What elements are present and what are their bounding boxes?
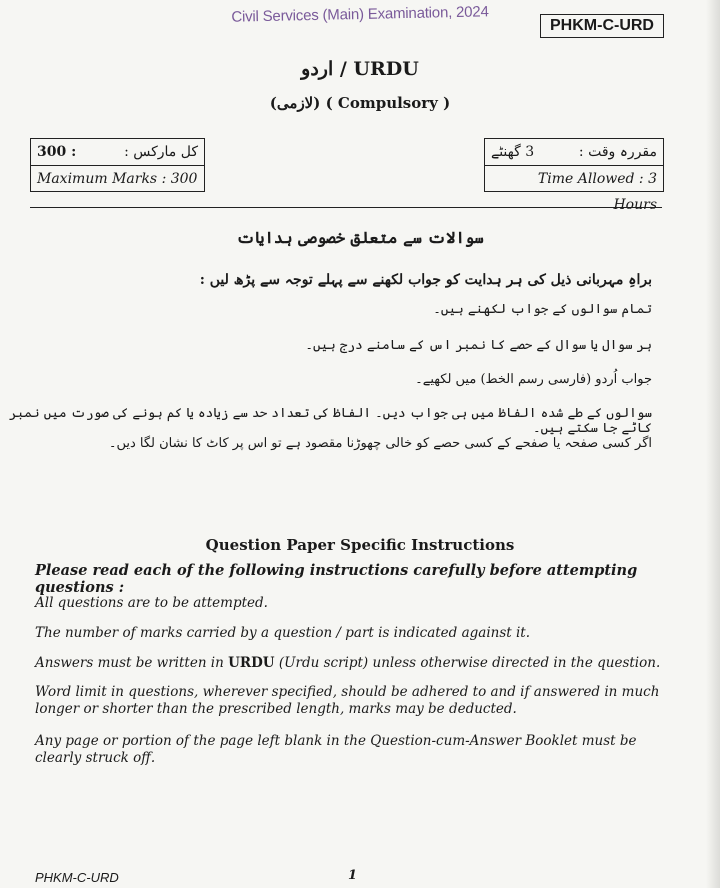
marks-urdu-label: کل مارکس : [124, 144, 198, 160]
horizontal-divider [30, 207, 662, 208]
exam-title: Civil Services (Main) Examination, 2024 [231, 3, 489, 26]
instruction-3-urdu-emphasis: URDU [228, 655, 275, 671]
marks-row-urdu [31, 139, 204, 166]
marks-value: 300 : [37, 144, 77, 160]
page-edge-shadow [706, 0, 720, 888]
time-allowed-box [484, 138, 664, 213]
english-instructions-intro: Please read each of the following instructions carefully before attempting questions : [35, 562, 638, 596]
marks-english: Maximum Marks : 300 [37, 171, 198, 187]
time-row-urdu [485, 139, 663, 166]
paper-code-box: PHKM-C-URD [540, 14, 664, 38]
compulsory-label: (لازمی) ( Compulsory ) [269, 94, 451, 112]
footer-paper-code: PHKM-C-URD [35, 870, 119, 885]
urdu-instruction-2: ہر سوال یا سوال کے حصے کا نمبر اس کے سامنے درج ہیں۔ [305, 338, 652, 353]
english-instructions-heading: Question Paper Specific Instructions [205, 536, 515, 554]
english-instruction-4: Word limit in questions, wherever specified, should be adhered to and if answered in much longer or shorter than the prescribed length, marks may be deducted. [35, 684, 660, 717]
english-instruction-1: All questions are to be attempted. [35, 595, 268, 611]
maximum-marks-box [30, 138, 205, 192]
instruction-3-post: (Urdu script) unless otherwise directed in the question. [274, 655, 661, 671]
english-instruction-5: Any page or portion of the page left blank in the Question-cum-Answer Booklet must be clearly struck off. [35, 733, 637, 766]
english-instruction-3 [35, 655, 675, 672]
time-urdu-label: مقررہ وقت : [578, 144, 657, 160]
urdu-instruction-4: سوالوں کے طے شدہ الفاظ میں ہی جواب دیں۔ الفاظ کی تعداد حد سے زیادہ یا کم ہونے کی صورت میں نمبر کاٹے جا سکتے ہیں۔ [9, 406, 652, 436]
urdu-instructions-heading: سوالات سے متعلق خصوصی ہدایات [236, 228, 484, 247]
urdu-instruction-1: تمام سوالوں کے جواب لکھنے ہیں۔ [433, 302, 652, 317]
urdu-instruction-5: اگر کسی صفحہ یا صفحے کے کسی حصے کو خالی چھوڑنا مقصود ہے تو اس پر کاٹ کا نشان لگا دیں۔ [108, 436, 652, 451]
time-urdu-value: 3 گھنٹے [491, 144, 535, 160]
urdu-instructions-intro: براہِ مہربانی ذیل کی ہر ہدایت کو جواب لکھنے سے پہلے توجہ سے پڑھ لیں : [199, 272, 652, 288]
english-instruction-2: The number of marks carried by a question / part is indicated against it. [35, 625, 531, 641]
time-english: Time Allowed : 3 Hours [537, 171, 657, 213]
instruction-3-pre: Answers must be written in [35, 655, 229, 671]
subject-title: اردو / URDU [301, 58, 419, 80]
page-number: 1 [348, 868, 358, 883]
urdu-instruction-3: جواب اُردو (فارسی رسم الخط) میں لکھیے۔ [415, 372, 652, 387]
